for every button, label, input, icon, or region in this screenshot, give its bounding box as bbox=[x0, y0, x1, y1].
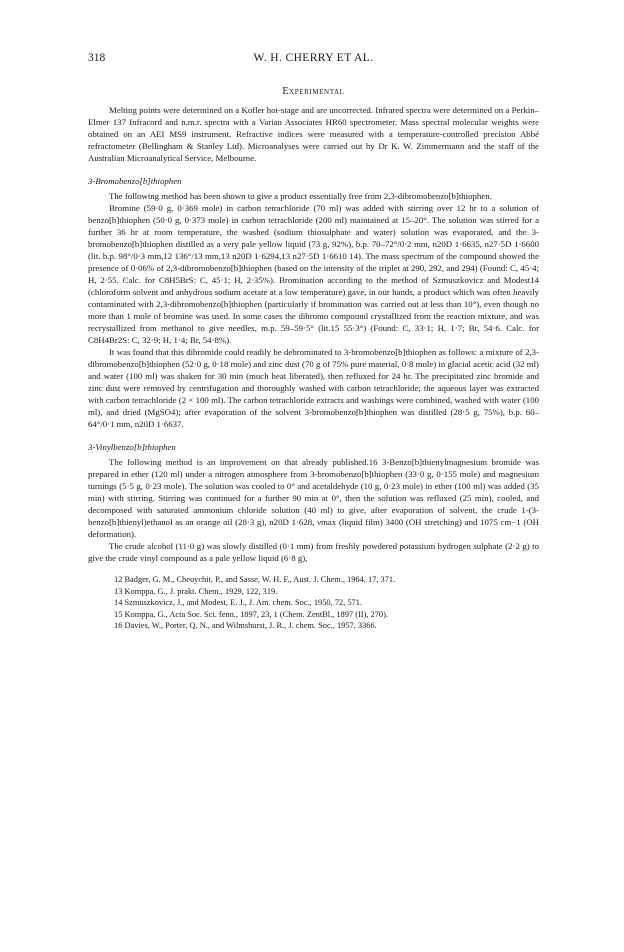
footnote: 15 Komppa, G., Acta Soc. Sci. fenn., 1897, 23, 1 (Chem. ZentBl., 1897 (II), 270). bbox=[114, 609, 389, 619]
page-number: 318 bbox=[88, 52, 106, 64]
page-body bbox=[88, 86, 539, 632]
intro-paragraph: Melting points were determined on a Kofler hot-stage and are uncorrected. Infrared spectra were determined on a Perkin–Elmer 137 Infracord and n.m.r. spectra with a Varian Associates HR60 spectrometer. Mass spectral molecular weights were obtained on an AEI MS9 instrument. Refractive indices were measured with a temperature-controlled precision Abbé refractometer (Bellingham & Stanley Ltd). Microanalyses were carried out by Dr K. W. Zimmermann and the staff of the Australian Microanalytical Service, Melbourne. bbox=[88, 105, 539, 163]
page-header bbox=[88, 52, 539, 68]
footnote: 13 Komppa, G., J. prakt. Chem., 1929, 122, 319. bbox=[114, 586, 278, 596]
running-head: W. H. CHERRY ET AL. bbox=[253, 52, 374, 64]
paragraph: The following method is an improvement on that already published.16 3-Benzo[b]thienylmagnesium bromide was prepared in ether (120 ml) under a nitrogen atmosphere from 3-bromobenzo[b]thiophen (33·0 g, 0·155 mole) and magnesium turnings (5·5 g, 0·23 mole). The solution was cooled to 0° and acetaldehyde (10 g, 0·23 mole) in ether (100 ml) was added (35 min) with stirring. Stirring was continued for a further 90 min at 0°, then the solution was refluxed (25 min), cooled, and decomposed with saturated ammonium chloride solution (40 ml) to give, after evaporation of solvent, the crude 1-(3-benzo[b]thienyl)ethanol as an orange oil (28·3 g), n20D 1·628, νmax (liquid film) 3400 (OH stretching) and 1075 cm−1 (OH deformation). bbox=[88, 457, 539, 539]
footnote: 16 Davies, W., Porter, Q. N., and Wilmshurst, J. R., J. chem. Soc., 1957, 3366. bbox=[114, 621, 377, 631]
footnote: 12 Badger, G. M., Cheuychit, P., and Sasse, W. H. F., Aust. J. Chem., 1964, 17, 371. bbox=[114, 575, 396, 584]
section-title: Experimental bbox=[282, 86, 345, 97]
footnote: 14 Szmuszkovicz, J., and Modest, E. J., J. Am. chem. Soc., 1950, 72, 571. bbox=[114, 598, 362, 608]
paragraph: It was found that this dibromide could readily be debrominated to 3-bromobenzo[b]thiophen as follows: a mixture of 2,3-dibromobenzo[b]thiophen (52·0 g, 0·18 mole) and zinc dust (70 g of 75% pure material, 0·8 mole) in glacial acetic acid (32 ml) and water (100 ml) was shaken for 30 min (much heat liberated), then refluxed for 24 hr. The precipitated zinc bromide and zinc dust were removed by centrifugation and thoroughly washed with carbon tetrachloride; the aqueous layer was extracted with carbon tetrachloride (2 × 100 ml). The carbon tetrachloride extracts and washings were combined, washed with water (100 ml), and dried (MgSO4); after evaporation of the solvent 3-bromobenzo[b]thiophen was distilled (28·5 g, 75%), b.p. 60–64°/0·1 mm, n20D 1·6637. bbox=[88, 347, 539, 429]
footnotes bbox=[88, 574, 539, 632]
subsection-heading-3-vinylbenzothiophen: 3-Vinylbenzo[b]thiophen bbox=[88, 442, 176, 452]
paragraph: Bromine (59·0 g, 0·369 mole) in carbon tetrachloride (70 ml) was added with stirring over 12 hr to a solution of benzo[b]thiophen (50·0 g, 0·373 mole) in carbon tetrachloride (200 ml) maintained at 15–20°. The solution was stirred for a further 36 hr at room temperature, the washed (sodium thiosulphate and water) solution was evaporated, and the 3-bromobenzo[b]thiophen distilled as a very pale yellow liquid (73 g, 92%), b.p. 70–72°/0·2 mm, n20D 1·6635, n27·5D 1·6600 (lit. b.p. 98°/0·3 mm,12 136°/13 mm,13 n20D 1·6294,13 n27·5D 1·6610 14). The mass spectrum of the compound showed the presence of 0·06% of 2,3-dibromobenzo[b]thiophen (based on the intensity of the triplet at 290, 292, and 294) (Found: C, 45·4; H, 2·55. Calc. for C8H5BrS: C, 45·1; H, 2·35%). Bromination according to the method of Szmuszkovicz and Modest14 (chloroform solvent and anhydrous sodium acetate at a low temperature) gave, in our hands, a product which was often heavily contaminated with 2,3-dibromobenzo[b]thiophen (particularly if bromination was carried out at less than 10°), even though no more than 1 mole of bromine was used. In some cases the dibromo compound crystallized from the reaction mixture, and was recrystallized from methanol to give needles, m.p. 59–59·5° (lit.15 55·3°) (Found: C, 33·1; H, 1·7; Br, 54·6. Calc. for C8H4Br2S: C, 32·9; H, 1·4; Br, 54·8%). bbox=[88, 203, 539, 345]
paragraph: The following method has been shown to give a product essentially free from 2,3-dibromobenzo[b]thiophen. bbox=[109, 191, 492, 201]
paragraph: The crude alcohol (11·0 g) was slowly distilled (0·1 mm) from freshly powdered potassium hydrogen sulphate (2·2 g) to give the crude vinyl compound as a pale yellow liquid (6·8 g), bbox=[88, 541, 539, 563]
subsection-heading-3-bromobenzothiophen: 3-Bromobenzo[b]thiophen bbox=[88, 176, 182, 186]
